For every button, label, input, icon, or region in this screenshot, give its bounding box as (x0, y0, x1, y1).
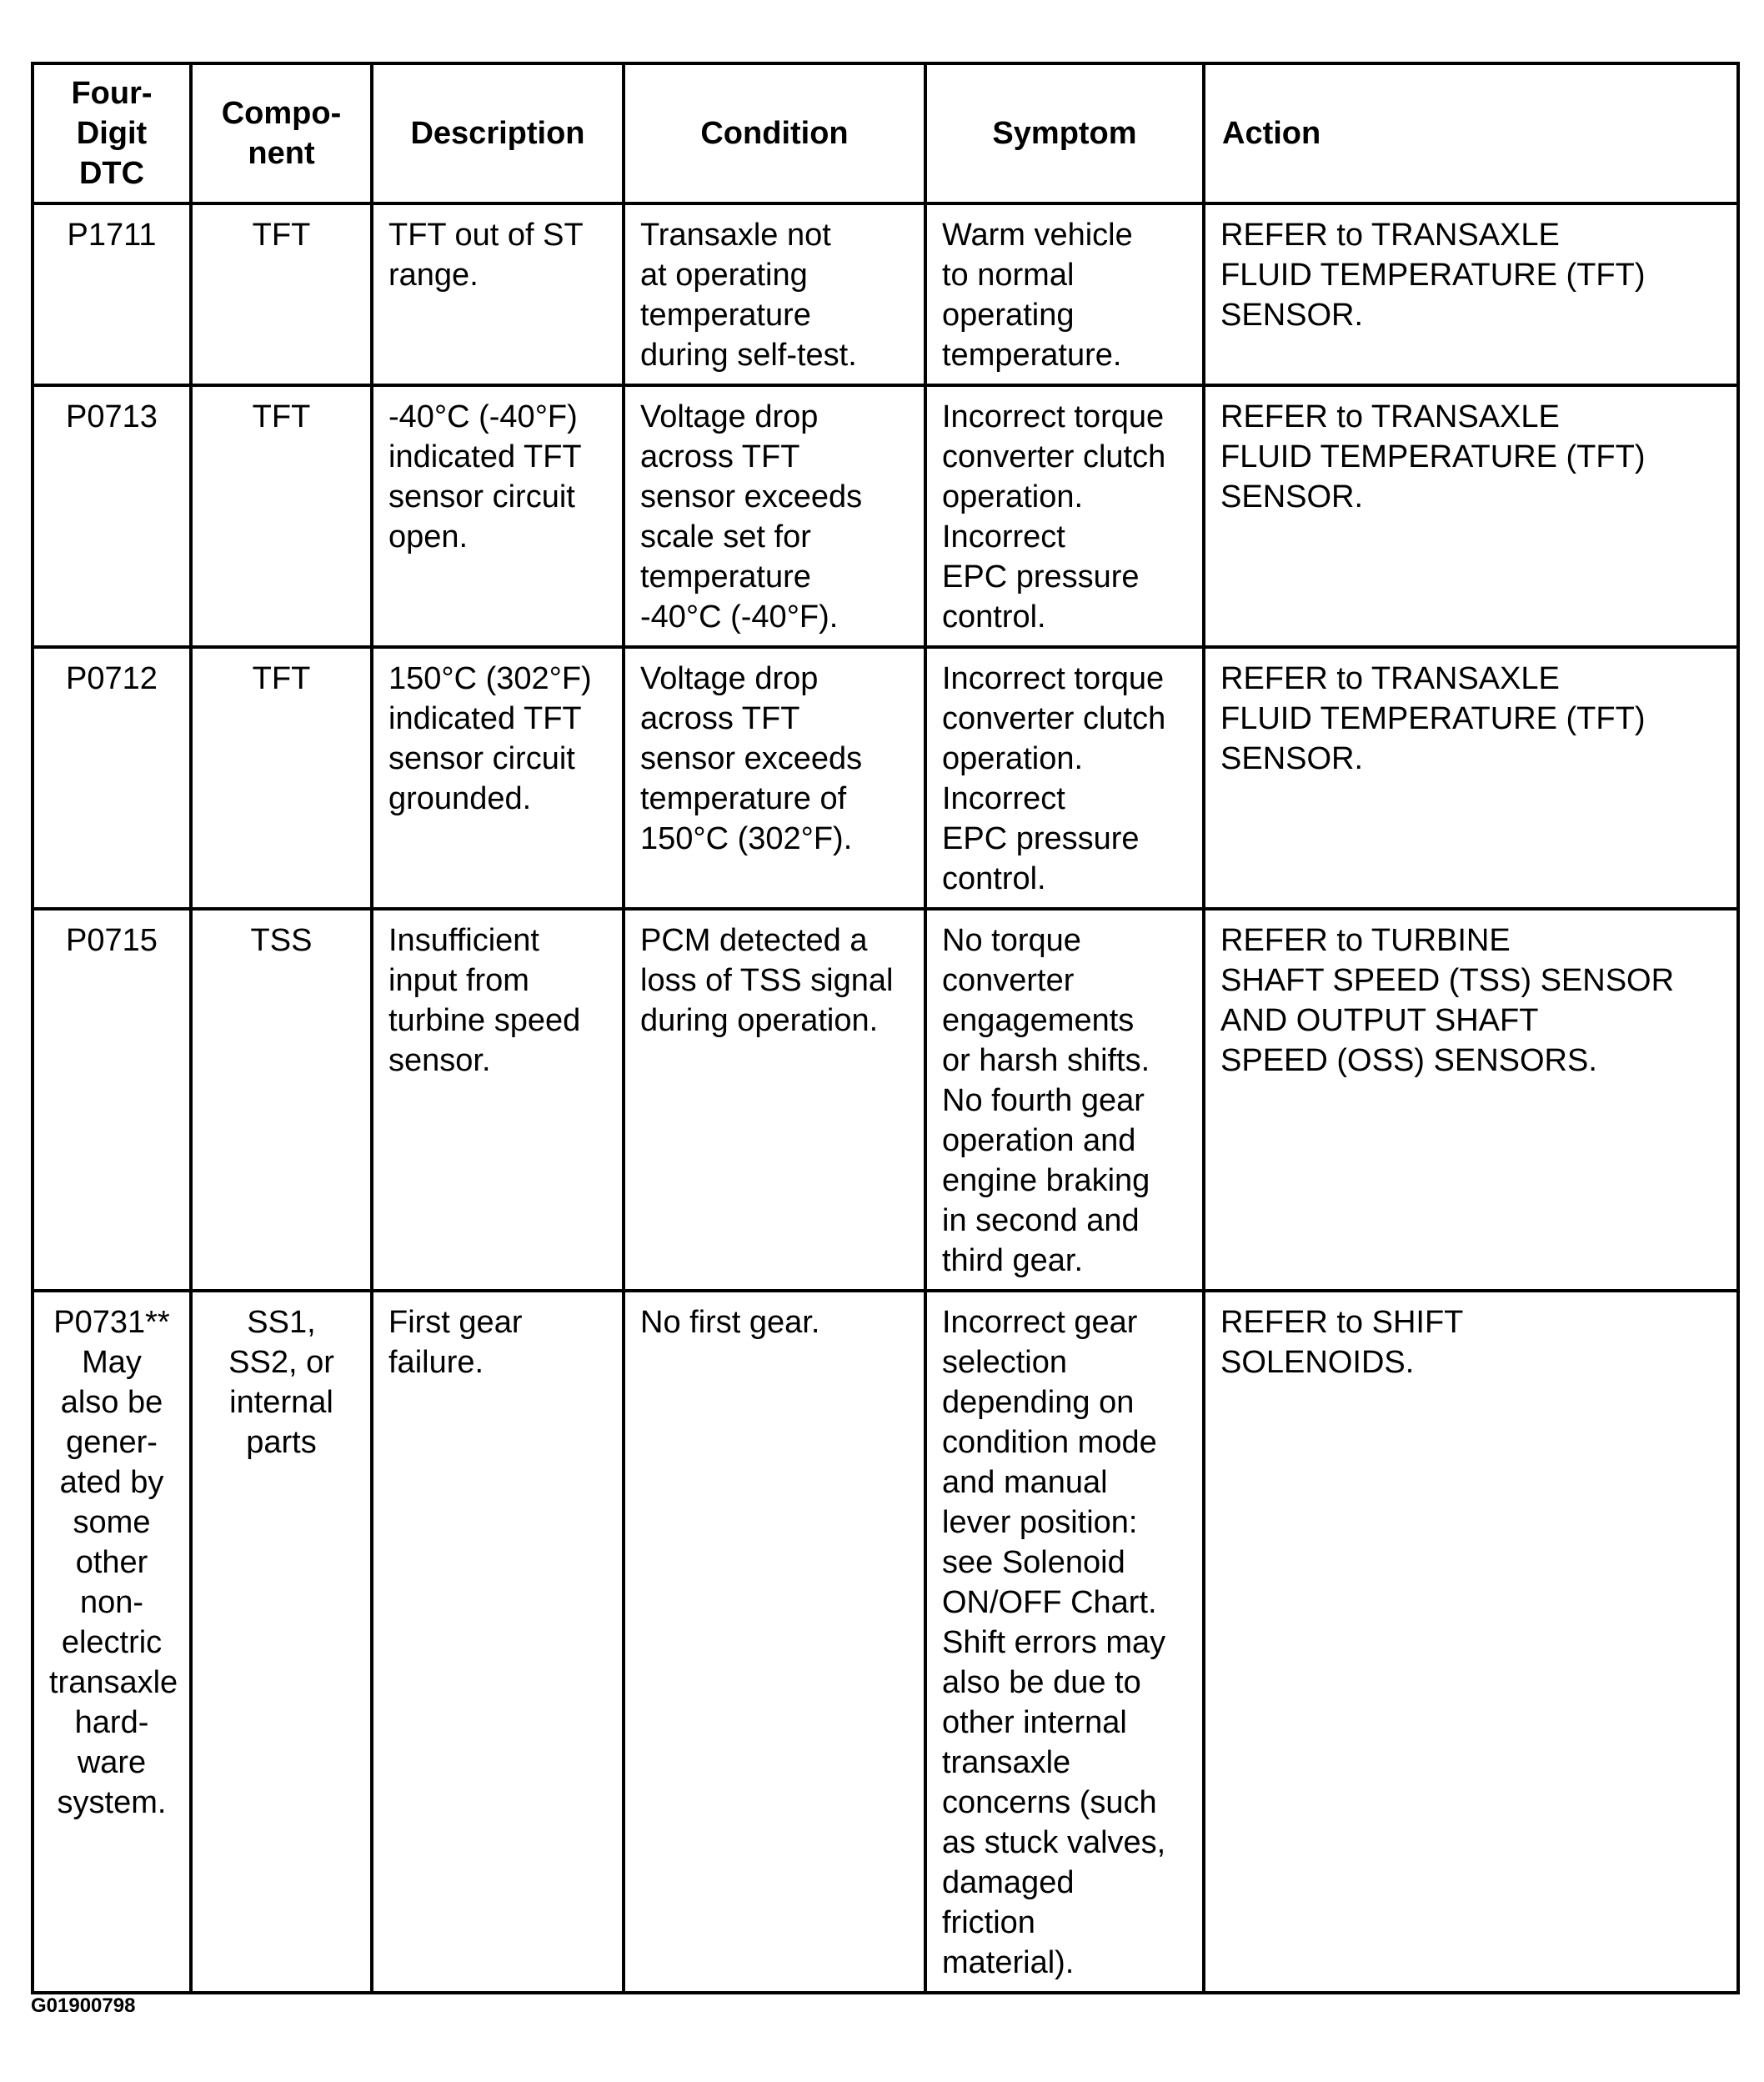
cell-dtc: P0715 (33, 909, 191, 1291)
cell-description: TFT out of ST range. (372, 203, 624, 385)
cell-action: REFER to TRANSAXLE FLUID TEMPERATURE (TFT) SENSOR. (1204, 647, 1738, 909)
cell-dtc: P0731** May also be gener- ated by some other non- electric transaxle hard- ware system. (33, 1291, 191, 1993)
table-row (33, 909, 1738, 1291)
cell-symptom: Incorrect torque converter clutch operation. Incorrect EPC pressure control. (925, 647, 1204, 909)
table-row (33, 647, 1738, 909)
cell-component: TFT (191, 647, 372, 909)
cell-symptom: Warm vehicle to normal operating temperature. (925, 203, 1204, 385)
table-row (33, 385, 1738, 647)
cell-component: TFT (191, 203, 372, 385)
header-description: Description (372, 63, 624, 203)
cell-action: REFER to TRANSAXLE FLUID TEMPERATURE (TFT) SENSOR. (1204, 385, 1738, 647)
cell-component: TSS (191, 909, 372, 1291)
table-row (33, 1291, 1738, 1993)
cell-description: 150°C (302°F) indicated TFT sensor circuit grounded. (372, 647, 624, 909)
header-symptom: Symptom (925, 63, 1204, 203)
cell-description: First gear failure. (372, 1291, 624, 1993)
header-action: Action (1204, 63, 1738, 203)
dtc-table-container (31, 62, 1736, 1994)
table-header-row (33, 63, 1738, 203)
cell-component: TFT (191, 385, 372, 647)
cell-component: SS1, SS2, or internal parts (191, 1291, 372, 1993)
cell-action: REFER to TRANSAXLE FLUID TEMPERATURE (TFT) SENSOR. (1204, 203, 1738, 385)
cell-condition: Voltage drop across TFT sensor exceeds temperature of 150°C (302°F). (624, 647, 925, 909)
table-row (33, 203, 1738, 385)
cell-description: Insufficient input from turbine speed sensor. (372, 909, 624, 1291)
cell-dtc: P0712 (33, 647, 191, 909)
cell-symptom: Incorrect gear selection depending on condition mode and manual lever position: see Solenoid ON/OFF Chart. Shift errors may also be due to other internal transaxle concerns (such as stuck valves, damaged friction material). (925, 1291, 1204, 1993)
cell-dtc: P1711 (33, 203, 191, 385)
cell-symptom: Incorrect torque converter clutch operation. Incorrect EPC pressure control. (925, 385, 1204, 647)
cell-description: -40°C (-40°F) indicated TFT sensor circuit open. (372, 385, 624, 647)
cell-action: REFER to SHIFT SOLENOIDS. (1204, 1291, 1738, 1993)
cell-condition: Transaxle not at operating temperature during self-test. (624, 203, 925, 385)
header-condition: Condition (624, 63, 925, 203)
cell-dtc: P0713 (33, 385, 191, 647)
header-component: Compo- nent (191, 63, 372, 203)
cell-action: REFER to TURBINE SHAFT SPEED (TSS) SENSOR AND OUTPUT SHAFT SPEED (OSS) SENSORS. (1204, 909, 1738, 1291)
cell-condition: PCM detected a loss of TSS signal during operation. (624, 909, 925, 1291)
cell-condition: No first gear. (624, 1291, 925, 1993)
cell-condition: Voltage drop across TFT sensor exceeds scale set for temperature -40°C (-40°F). (624, 385, 925, 647)
figure-code: G01900798 (31, 1994, 136, 2017)
cell-symptom: No torque converter engagements or harsh shifts. No fourth gear operation and engine braking in second and third gear. (925, 909, 1204, 1291)
dtc-table (31, 62, 1740, 1994)
header-dtc: Four- Digit DTC (33, 63, 191, 203)
